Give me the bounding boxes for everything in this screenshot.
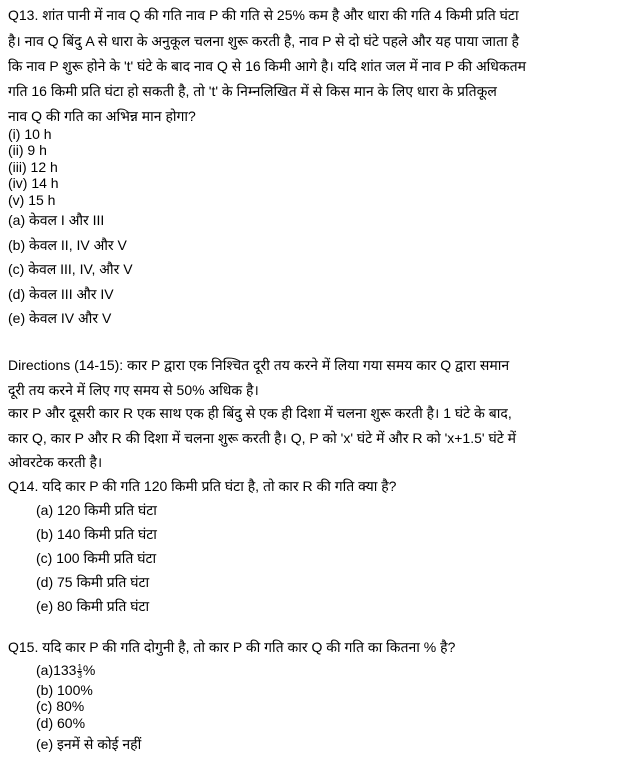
fraction-numerator: 1: [77, 662, 82, 672]
q14-option-b: (b) 140 किमी प्रति घंटा: [36, 526, 157, 542]
q14-option-a: (a) 120 किमी प्रति घंटा: [36, 502, 157, 518]
q15-option-b: (b) 100%: [36, 682, 93, 698]
q15-option-e: (e) इनमें से कोई नहीं: [36, 736, 142, 752]
q15-option-c: (c) 80%: [36, 698, 85, 714]
q13-value-v: (v) 15 h: [8, 192, 56, 208]
q13-option-c: (c) केवल III, IV, और V: [8, 261, 133, 277]
q13-text-line-5: नाव Q की गति का अभिन्न मान होगा?: [8, 108, 196, 124]
q14-option-d: (d) 75 किमी प्रति घंटा: [36, 574, 150, 590]
q13-value-iv: (iv) 14 h: [8, 175, 59, 191]
q15-option-a-suffix: %: [82, 662, 96, 678]
q14-question: Q14. यदि कार P की गति 120 किमी प्रति घंटा है, तो कार R की गति क्या है?: [8, 478, 397, 494]
q15-question: Q15. यदि कार P की गति दोगुनी है, तो कार P की गति कार Q की गति का कितना % है?: [8, 639, 456, 655]
q13-option-d: (d) केवल III और IV: [8, 286, 114, 302]
q15-option-a-prefix: (a)133: [36, 662, 77, 678]
q14-option-e: (e) 80 किमी प्रति घंटा: [36, 598, 150, 614]
q15-option-a-fraction: [77, 664, 81, 679]
directions-line-5: ओवरटेक करती है।: [8, 454, 103, 470]
q13-text-line-3: कि नाव P शुरू होने के 't' घंटे के बाद नाव Q से 16 किमी आगे है। यदि शांत जल में नाव P की अधिकतम: [8, 58, 526, 74]
q14-option-c: (c) 100 किमी प्रति घंटा: [36, 550, 157, 566]
q13-value-ii: (ii) 9 h: [8, 142, 47, 158]
q15-option-a: [36, 661, 95, 679]
q13-value-iii: (iii) 12 h: [8, 159, 58, 175]
q13-text-line-2: है। नाव Q बिंदु A से धारा के अनुकूल चलना शुरू करती है, नाव P से दो घंटे पहले और यह पाया जाता है: [8, 33, 519, 49]
q15-option-d: (d) 60%: [36, 715, 86, 731]
q13-value-i: (i) 10 h: [8, 126, 52, 142]
q13-text-line-1: Q13. शांत पानी में नाव Q की गति नाव P की गति से 25% कम है और धारा की गति 4 किमी प्रति घंटा: [8, 7, 519, 23]
q13-option-b: (b) केवल II, IV और V: [8, 237, 127, 253]
q13-text-line-4: गति 16 किमी प्रति घंटा हो सकती है, तो 't' के निम्नलिखित में से किस मान के लिए धारा के प्रतिकूल: [8, 83, 497, 99]
directions-line-3: कार P और दूसरी कार R एक साथ एक ही बिंदु से एक ही दिशा में चलना शुरू करती है। 1 घंटे के बाद,: [8, 405, 512, 421]
fraction-denominator: 3: [77, 670, 82, 680]
directions-line-4: कार Q, कार P और R की दिशा में चलना शुरू करती है। Q, P को 'x' घंटे में और R को 'x+1.5' घंटे में: [8, 430, 517, 446]
directions-line-1: Directions (14-15): कार P द्वारा एक निश्चित दूरी तय करने में लिया गया समय कार Q द्वारा समान: [8, 357, 510, 373]
directions-line-2: दूरी तय करने में लिए गए समय से 50% अधिक है।: [8, 382, 259, 398]
q13-option-a: (a) केवल I और III: [8, 212, 105, 228]
q13-option-e: (e) केवल IV और V: [8, 310, 112, 326]
